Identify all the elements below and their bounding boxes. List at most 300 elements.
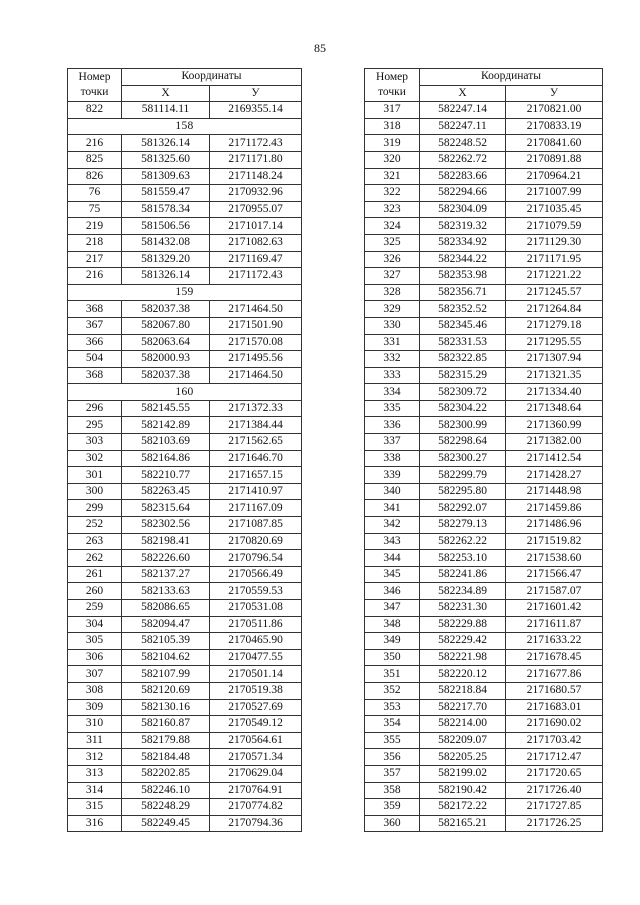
table-row [365,583,603,600]
table-row [365,483,603,500]
table-row [365,749,603,766]
point-number-cell: 216 [68,135,122,152]
x-cell: 582184.48 [122,749,210,766]
header-number-label: Номер [376,71,408,84]
table-row [365,550,603,567]
x-cell: 582210.77 [122,467,210,484]
y-cell: 2170821.00 [506,102,603,119]
x-cell: 582248.52 [420,135,506,152]
point-number-cell: 343 [365,533,420,550]
table-row [68,135,302,152]
point-number-cell: 328 [365,284,420,301]
x-cell: 582241.86 [420,566,506,583]
y-cell: 2171348.64 [506,400,603,417]
point-number-cell: 350 [365,649,420,666]
y-cell: 2171464.50 [210,301,302,318]
point-number-cell: 825 [68,151,122,168]
point-number-cell: 353 [365,699,420,716]
point-number-cell: 321 [365,168,420,185]
page-number: 85 [314,41,326,55]
y-cell: 2171087.85 [210,517,302,534]
point-number-cell: 358 [365,782,420,799]
point-number-cell: 319 [365,135,420,152]
x-cell: 582247.11 [420,118,506,135]
header-row [68,69,302,86]
point-number-cell: 349 [365,633,420,650]
table-row [68,517,302,534]
table-row [365,633,603,650]
table-row [68,268,302,285]
point-number-cell: 366 [68,334,122,351]
y-cell: 2171334.40 [506,384,603,401]
x-cell: 582133.63 [122,583,210,600]
y-cell: 2171295.55 [506,334,603,351]
table-row [68,815,302,832]
y-cell: 2171459.86 [506,500,603,517]
table-row [68,151,302,168]
y-cell: 2171448.98 [506,483,603,500]
point-number-cell: 336 [365,417,420,434]
point-number-cell: 360 [365,815,420,832]
point-number-cell: 306 [68,649,122,666]
y-cell: 2171307.94 [506,351,603,368]
table-row [68,566,302,583]
point-number-cell: 307 [68,666,122,683]
table-row [365,251,603,268]
table-row [365,201,603,218]
x-cell: 581325.60 [122,151,210,168]
section-number: 160 [68,384,302,401]
y-cell: 2170932.96 [210,185,302,202]
y-cell: 2171562.65 [210,434,302,451]
point-number-cell: 314 [68,782,122,799]
point-number-cell: 331 [365,334,420,351]
y-cell: 2171657.15 [210,467,302,484]
y-cell: 2171720.65 [506,765,603,782]
table-row [365,799,603,816]
y-cell: 2171601.42 [506,600,603,617]
table-row [68,102,302,119]
x-cell: 582221.98 [420,649,506,666]
table-row [68,765,302,782]
table-row [365,517,603,534]
point-number-cell: 311 [68,732,122,749]
y-cell: 2171082.63 [210,234,302,251]
table-row [365,351,603,368]
point-number-cell: 333 [365,367,420,384]
y-cell: 2171171.80 [210,151,302,168]
point-number-cell: 302 [68,450,122,467]
point-number-header [365,69,420,102]
table-row [365,367,603,384]
header-row [365,69,603,86]
table-row [68,600,302,617]
table-row [68,251,302,268]
point-number-cell: 296 [68,400,122,417]
x-cell: 582315.64 [122,500,210,517]
table-row [68,185,302,202]
table-row [365,234,603,251]
x-cell: 581309.63 [122,168,210,185]
table-body [365,102,603,832]
y-cell: 2171587.07 [506,583,603,600]
table-row [365,450,603,467]
x-cell: 582199.02 [420,765,506,782]
x-cell: 582315.29 [420,367,506,384]
point-number-cell: 260 [68,583,122,600]
x-cell: 582164.86 [122,450,210,467]
header-points-label: точки [378,86,406,99]
x-cell: 582322.85 [420,351,506,368]
y-cell: 2171690.02 [506,716,603,733]
y-cell: 2171501.90 [210,317,302,334]
x-cell: 582304.22 [420,400,506,417]
coordinates-table-left [67,68,302,832]
x-cell: 581506.56 [122,218,210,235]
x-cell: 582190.42 [420,782,506,799]
x-cell: 582218.84 [420,682,506,699]
y-cell: 2170465.90 [210,633,302,650]
x-cell: 581578.34 [122,201,210,218]
x-cell: 582356.71 [420,284,506,301]
y-cell: 2171079.59 [506,218,603,235]
x-cell: 582231.30 [420,600,506,617]
point-number-cell: 340 [365,483,420,500]
x-header: X [420,85,506,102]
table-row [365,716,603,733]
y-cell: 2171035.45 [506,201,603,218]
point-number-cell: 309 [68,699,122,716]
point-number-cell: 326 [365,251,420,268]
table-row [365,168,603,185]
x-cell: 582249.45 [122,815,210,832]
y-cell: 2170549.12 [210,716,302,733]
y-cell: 2170955.07 [210,201,302,218]
x-cell: 582220.12 [420,666,506,683]
y-cell: 2170794.36 [210,815,302,832]
point-number-cell: 351 [365,666,420,683]
point-number-cell: 330 [365,317,420,334]
y-cell: 2171382.00 [506,434,603,451]
x-cell: 582037.38 [122,367,210,384]
point-number-cell: 325 [365,234,420,251]
point-number-cell: 305 [68,633,122,650]
point-number-cell: 303 [68,434,122,451]
y-cell: 2170477.55 [210,649,302,666]
x-cell: 582309.72 [420,384,506,401]
point-number-cell: 322 [365,185,420,202]
point-number-cell: 357 [365,765,420,782]
point-number-cell: 354 [365,716,420,733]
y-cell: 2169355.14 [210,102,302,119]
y-cell: 2171007.99 [506,185,603,202]
x-cell: 582160.87 [122,716,210,733]
x-cell: 581114.11 [122,102,210,119]
header-number-label: Номер [78,71,111,84]
x-cell: 582226.60 [122,550,210,567]
table-row [68,782,302,799]
point-number-cell: 301 [68,467,122,484]
table-row [365,500,603,517]
x-cell: 582214.00 [420,716,506,733]
x-cell: 582304.09 [420,201,506,218]
y-cell: 2171703.42 [506,732,603,749]
y-cell: 2171726.25 [506,815,603,832]
table-row [365,765,603,782]
point-number-cell: 219 [68,218,122,235]
y-cell: 2171129.30 [506,234,603,251]
x-cell: 582292.07 [420,500,506,517]
point-number-cell: 332 [365,351,420,368]
point-number-cell: 368 [68,367,122,384]
y-cell: 2171633.22 [506,633,603,650]
point-number-cell: 367 [68,317,122,334]
point-number-cell: 263 [68,533,122,550]
point-number-cell: 312 [68,749,122,766]
table-row [365,533,603,550]
table-row [365,284,603,301]
point-number-cell: 826 [68,168,122,185]
table-row [365,218,603,235]
table-row [365,815,603,832]
point-number-cell: 324 [365,218,420,235]
point-number-cell: 341 [365,500,420,517]
point-number-cell: 338 [365,450,420,467]
x-cell: 582137.27 [122,566,210,583]
x-cell: 582209.07 [420,732,506,749]
table-row [68,749,302,766]
table-row [68,799,302,816]
point-number-cell: 217 [68,251,122,268]
x-cell: 582246.10 [122,782,210,799]
y-cell: 2171245.57 [506,284,603,301]
table-row [365,616,603,633]
table-row [68,168,302,185]
x-cell: 582253.10 [420,550,506,567]
table-row [365,649,603,666]
x-cell: 582229.42 [420,633,506,650]
point-number-cell: 356 [365,749,420,766]
x-cell: 582319.32 [420,218,506,235]
table-row [68,732,302,749]
y-cell: 2171169.47 [210,251,302,268]
table-row [365,467,603,484]
point-number-cell: 327 [365,268,420,285]
point-number-cell: 342 [365,517,420,534]
y-cell: 2170527.69 [210,699,302,716]
x-cell: 582331.53 [420,334,506,351]
point-number-cell: 252 [68,517,122,534]
x-cell: 582334.92 [420,234,506,251]
table-row [365,384,603,401]
point-number-cell: 315 [68,799,122,816]
table-row [365,699,603,716]
y-cell: 2170796.54 [210,550,302,567]
y-cell: 2170841.60 [506,135,603,152]
y-cell: 2171221.22 [506,268,603,285]
y-cell: 2170571.34 [210,749,302,766]
y-cell: 2171677.86 [506,666,603,683]
y-cell: 2170764.91 [210,782,302,799]
point-number-cell: 262 [68,550,122,567]
y-cell: 2171538.60 [506,550,603,567]
y-cell: 2171321.35 [506,367,603,384]
table-row [365,317,603,334]
x-cell: 582086.65 [122,600,210,617]
table-row [68,218,302,235]
point-number-cell: 304 [68,616,122,633]
x-cell: 582352.52 [420,301,506,318]
x-cell: 581559.47 [122,185,210,202]
x-cell: 582142.89 [122,417,210,434]
y-header: У [210,85,302,102]
y-cell: 2170564.61 [210,732,302,749]
point-number-cell: 313 [68,765,122,782]
table-row [68,351,302,368]
x-cell: 582353.98 [420,268,506,285]
table-row [365,682,603,699]
table-row [68,649,302,666]
y-cell: 2170629.04 [210,765,302,782]
section-row [68,118,302,135]
point-number-cell: 310 [68,716,122,733]
x-cell: 582179.88 [122,732,210,749]
section-number: 158 [68,118,302,135]
x-cell: 582279.13 [420,517,506,534]
point-number-cell: 308 [68,682,122,699]
x-cell: 582345.46 [420,317,506,334]
x-cell: 582198.41 [122,533,210,550]
point-number-cell: 504 [68,351,122,368]
table-row [365,102,603,119]
y-cell: 2171611.87 [506,616,603,633]
y-cell: 2171171.95 [506,251,603,268]
table-body [68,102,302,832]
y-cell: 2171172.43 [210,268,302,285]
table-row [365,301,603,318]
point-number-cell: 317 [365,102,420,119]
y-cell: 2171486.96 [506,517,603,534]
x-cell: 582262.72 [420,151,506,168]
table-row [68,201,302,218]
table-row [365,417,603,434]
x-cell: 581326.14 [122,135,210,152]
point-number-cell: 339 [365,467,420,484]
x-cell: 582302.56 [122,517,210,534]
x-cell: 582234.89 [420,583,506,600]
x-cell: 582094.47 [122,616,210,633]
table-row [365,600,603,617]
x-cell: 581329.20 [122,251,210,268]
x-cell: 582063.64 [122,334,210,351]
y-cell: 2170511.86 [210,616,302,633]
coordinates-header: Координаты [122,69,302,86]
x-cell: 582229.88 [420,616,506,633]
point-number-cell: 261 [68,566,122,583]
coordinates-table-right [364,68,603,832]
table-row [68,234,302,251]
y-cell: 2171167.09 [210,500,302,517]
y-cell: 2171428.27 [506,467,603,484]
table-row [68,434,302,451]
table-row [365,185,603,202]
table-row [365,566,603,583]
point-number-cell: 295 [68,417,122,434]
x-cell: 582283.66 [420,168,506,185]
x-cell: 582217.70 [420,699,506,716]
table-row [365,434,603,451]
y-cell: 2170964.21 [506,168,603,185]
point-number-cell: 368 [68,301,122,318]
y-cell: 2170566.49 [210,566,302,583]
point-number-cell: 300 [68,483,122,500]
table-row [68,682,302,699]
y-cell: 2171464.50 [210,367,302,384]
y-cell: 2170501.14 [210,666,302,683]
x-cell: 582247.14 [420,102,506,119]
point-number-cell: 359 [365,799,420,816]
y-cell: 2171726.40 [506,782,603,799]
y-cell: 2170820.69 [210,533,302,550]
x-cell: 582298.64 [420,434,506,451]
table-row [365,666,603,683]
y-cell: 2170531.08 [210,600,302,617]
y-cell: 2171680.57 [506,682,603,699]
y-cell: 2171519.82 [506,533,603,550]
y-cell: 2171148.24 [210,168,302,185]
point-number-cell: 76 [68,185,122,202]
table-row [68,533,302,550]
y-cell: 2171712.47 [506,749,603,766]
table-row [68,583,302,600]
section-row [68,284,302,301]
coordinates-header: Координаты [420,69,603,86]
x-cell: 582299.79 [420,467,506,484]
point-number-cell: 334 [365,384,420,401]
point-number-cell: 75 [68,201,122,218]
x-cell: 582120.69 [122,682,210,699]
table-row [68,633,302,650]
x-cell: 582344.22 [420,251,506,268]
y-cell: 2171017.14 [210,218,302,235]
section-number: 159 [68,284,302,301]
table-row [68,301,302,318]
x-cell: 582172.22 [420,799,506,816]
y-cell: 2170891.88 [506,151,603,168]
y-cell: 2170559.53 [210,583,302,600]
x-cell: 582165.21 [420,815,506,832]
table-row [365,782,603,799]
y-cell: 2171646.70 [210,450,302,467]
x-cell: 582202.85 [122,765,210,782]
x-cell: 582067.80 [122,317,210,334]
x-cell: 581326.14 [122,268,210,285]
x-cell: 581432.08 [122,234,210,251]
table-row [365,151,603,168]
table-row [68,317,302,334]
point-number-cell: 352 [365,682,420,699]
point-number-cell: 320 [365,151,420,168]
point-number-cell: 355 [365,732,420,749]
table-row [68,367,302,384]
y-cell: 2171495.56 [210,351,302,368]
x-cell: 582037.38 [122,301,210,318]
table-row [365,268,603,285]
x-cell: 582294.66 [420,185,506,202]
point-number-cell: 345 [365,566,420,583]
point-number-cell: 323 [365,201,420,218]
point-number-cell: 316 [68,815,122,832]
